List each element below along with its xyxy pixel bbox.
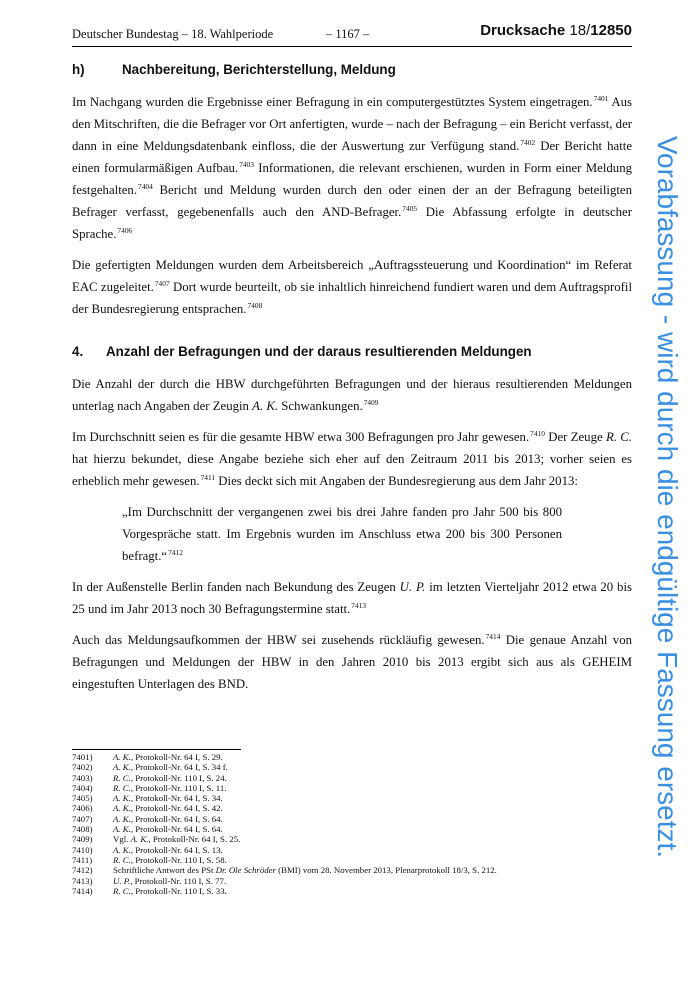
- section-title: Anzahl der Befragungen und der daraus resultierenden Meldungen: [106, 344, 532, 359]
- witness-name: A. K.: [130, 834, 149, 845]
- section-heading-4: [72, 340, 632, 364]
- text-span: , Protokoll-Nr. 110 I, S. 24.: [130, 772, 227, 783]
- footnote-ref[interactable]: 7405: [402, 204, 418, 213]
- header-parliament: Deutscher Bundestag – 18. Wahlperiode: [72, 27, 274, 41]
- footnote-number: 7407): [72, 813, 93, 824]
- text-span: Dies deckt sich mit Angaben der Bundesregierung aus dem Jahr 2013:: [215, 474, 578, 488]
- footnote-text: [113, 762, 632, 772]
- text-span: , Protokoll-Nr. 64 I, S. 64.: [130, 824, 223, 835]
- footnote: [72, 824, 632, 834]
- watermark-text: Vorabfassung - wird durch die endgültige Fassung ersetzt.: [651, 135, 683, 859]
- footnote-number: 7402): [72, 762, 93, 773]
- text-span: , Protokoll-Nr. 110 I, S. 58.: [130, 854, 227, 865]
- text-span: Aus den Mitschriften, die die Befrager vor Ort anfertigten, wurde – nach der Befragung – ein Bericht verfasst, der dann in eine Meldungsdatenbank einfloss, die der Auswertung zur Verfügung stand.: [72, 95, 633, 153]
- section-number: 4.: [72, 344, 84, 359]
- footnote: [72, 752, 632, 762]
- witness-name: A. K.: [113, 813, 131, 824]
- text-span: Der Bericht hatte einen formularmäßigen Aufbau.: [72, 139, 632, 175]
- paragraph: [72, 254, 632, 320]
- witness-name: R. C.: [113, 854, 131, 865]
- witness-name: U. P.: [399, 580, 426, 594]
- witness-name: A. K.: [113, 752, 131, 762]
- witness-name: R. C.: [113, 782, 131, 793]
- footnote-number: 7405): [72, 793, 93, 804]
- footnote: [72, 773, 632, 783]
- footnote-text: [113, 886, 632, 896]
- footnote-ref[interactable]: 7401: [593, 94, 609, 103]
- footnote-text: [113, 876, 632, 886]
- footnote-number: 7404): [72, 782, 93, 793]
- text-span: Der Zeuge: [544, 430, 606, 444]
- footnote-ref[interactable]: 7404: [138, 182, 153, 191]
- block-quote: [122, 501, 562, 567]
- page-header: [72, 22, 632, 44]
- witness-name: R. C.: [605, 430, 632, 444]
- footnote-ref[interactable]: 7410: [530, 429, 545, 438]
- footnote-rule: [72, 749, 241, 750]
- text-span: Die Abfassung erfolgte in deutscher Sprache.: [72, 205, 632, 241]
- text-span: Im Nachgang wurden die Ergebnisse einer Befragung in ein computergestütztes System eingetragen.: [72, 95, 593, 109]
- witness-name: A. K.: [113, 844, 131, 855]
- footnote-number: 7410): [72, 844, 93, 855]
- text-span: , Protokoll-Nr. 64 I, S. 25.: [148, 834, 241, 845]
- footnote: [72, 803, 632, 813]
- witness-name: A. K.: [113, 824, 131, 835]
- text-span: Vgl.: [113, 834, 131, 845]
- footnote: [72, 793, 632, 803]
- footnote: [72, 886, 632, 896]
- footnote-ref[interactable]: 7402: [520, 138, 536, 147]
- footnotes: [72, 752, 632, 896]
- page-number: – 1167 –: [326, 27, 370, 41]
- section-number: h): [72, 62, 85, 77]
- witness-name: A. K.: [113, 793, 131, 804]
- text-span: In der Außenstelle Berlin fanden nach Bekundung des Zeugen: [72, 580, 400, 594]
- footnote-text: [113, 824, 632, 834]
- paragraph: [72, 576, 632, 620]
- text-span: Die genaue Anzahl von Befragungen und Meldungen der HBW in den Jahren 2010 bis 2013 ergibt sich aus als GEHEIM eingestuften Unterlagen des BND.: [72, 633, 632, 691]
- footnote-number: 7409): [72, 834, 93, 845]
- main-text: [72, 58, 632, 695]
- text-span: , Protokoll-Nr. 64 I, S. 64.: [130, 813, 223, 824]
- footnote-ref[interactable]: 7413: [351, 601, 367, 610]
- footnote-text: [113, 752, 632, 762]
- header-rule: [72, 46, 632, 47]
- text-span: Auch das Meldungsaufkommen der HBW sei zusehends rückläufig gewesen.: [72, 633, 485, 647]
- text-span: , Protokoll-Nr. 110 I, S. 77.: [130, 875, 227, 886]
- paragraph: [72, 629, 632, 695]
- footnote: [72, 762, 632, 772]
- witness-name: A. K.: [252, 399, 279, 413]
- text-span: Informationen, die relevant erschienen, wurden in Form einer Meldung festgehalten.: [72, 161, 632, 197]
- document-number-prefix: 18/: [569, 22, 591, 39]
- footnote-text: [113, 803, 632, 813]
- footnote: [72, 865, 632, 875]
- text-span: , Protokoll-Nr. 64 I, S. 34 f.: [130, 762, 228, 773]
- footnote-ref[interactable]: 7409: [363, 398, 379, 407]
- footnote-text: [113, 845, 632, 855]
- footnote-ref[interactable]: 7408: [247, 301, 263, 310]
- footnote-ref[interactable]: 7414: [485, 632, 501, 641]
- text-span: Schriftliche Antwort des PSt: [113, 865, 216, 876]
- watermark: [646, 134, 687, 860]
- witness-name: A. K.: [113, 803, 131, 814]
- witness-name: R. C.: [113, 772, 131, 783]
- witness-name: U. P.: [113, 875, 131, 886]
- footnote-ref[interactable]: 7403: [239, 160, 254, 169]
- footnote-number: 7414): [72, 885, 93, 896]
- paragraph: [72, 426, 632, 492]
- footnote-text: [113, 773, 632, 783]
- witness-name: A. K.: [113, 762, 131, 773]
- text-span: Im Durchschnitt seien es für die gesamte HBW etwa 300 Befragungen pro Jahr gewesen.: [72, 430, 530, 444]
- paragraph: [72, 373, 632, 417]
- footnote-ref[interactable]: 7411: [200, 473, 216, 482]
- document-number: [480, 22, 632, 39]
- section-heading-h: [72, 58, 632, 82]
- footnote: [72, 814, 632, 824]
- text-span: , Protokoll-Nr. 64 I, S. 34.: [130, 793, 223, 804]
- footnote-number: 7412): [72, 865, 93, 876]
- footnote-number: 7403): [72, 772, 93, 783]
- footnote: [72, 845, 632, 855]
- text-span: , Protokoll-Nr. 110 I, S. 33.: [130, 885, 227, 896]
- footnote: [72, 876, 632, 886]
- footnote-ref[interactable]: 7412: [168, 548, 183, 557]
- text-span: Schwankungen.: [278, 399, 363, 413]
- footnote-number: 7406): [72, 803, 93, 814]
- footnote-number: 7411): [72, 854, 93, 865]
- footnote-number: 7413): [72, 875, 93, 886]
- footnote-number: 7401): [72, 752, 93, 762]
- text-span: , Protokoll-Nr. 64 I, S. 29.: [130, 752, 223, 762]
- text-span: Dort wurde beurteilt, ob sie inhaltlich hinreichend fundiert waren und dem Auftragsprofil der Bundesregierung entsprachen.: [72, 280, 632, 316]
- footnote-text: [113, 834, 632, 844]
- footnote: [72, 855, 632, 865]
- section-title: Nachbereitung, Berichterstellung, Meldung: [122, 62, 396, 77]
- text-span: , Protokoll-Nr. 64 I, S. 42.: [130, 803, 223, 814]
- text-span: (BMI) vom 28. November 2013, Plenarprotokoll 18/3, S. 212.: [275, 865, 497, 876]
- text-span: im letzten Vierteljahr 2012 etwa 20 bis 25 und im Jahr 2013 noch 30 Befragungstermine statt.: [72, 580, 632, 616]
- quote-text: „Im Durchschnitt der vergangenen zwei bis drei Jahre fanden pro Jahr 500 bis 800 Vorgespräche statt. Im Ergebnis wurden im Anschluss etwa 200 bis 300 Personen befragt.“: [122, 505, 562, 563]
- text-span: , Protokoll-Nr. 110 I, S. 11.: [130, 782, 227, 793]
- text-span: , Protokoll-Nr. 64 I, S. 13.: [130, 844, 223, 855]
- footnote-number: 7408): [72, 824, 93, 835]
- text-span: Die gefertigten Meldungen wurden dem Arbeitsbereich „Auftragssteuerung und Koordination“ im Referat EAC zugeleitet.: [72, 258, 632, 294]
- witness-name: R. C.: [113, 885, 131, 896]
- document-number-label: Drucksache: [480, 22, 566, 39]
- document-number-value: 12850: [590, 22, 632, 39]
- paragraph: [72, 91, 632, 245]
- text-span: Bericht und Meldung wurden durch den oder einen der an der Befragung beteiligten Befrager verfasst, gegebenenfalls auch den AND-Befrager.: [72, 183, 632, 219]
- footnote: [72, 783, 632, 793]
- text-span: Die Anzahl der durch die HBW durchgeführten Befragungen und der hieraus resultierenden Meldungen unterlag nach Angaben der Zeugin: [72, 377, 632, 413]
- footnote-text: [113, 855, 632, 865]
- footnote-text: [113, 783, 632, 793]
- footnote-text: [113, 793, 632, 803]
- footnote: [72, 834, 632, 844]
- footnote-text: [113, 814, 632, 824]
- footnote-ref[interactable]: 7407: [154, 279, 170, 288]
- witness-name: Dr. Ole Schröder: [215, 865, 276, 876]
- footnote-ref[interactable]: 7406: [117, 226, 133, 235]
- footnote-text: [113, 865, 632, 875]
- text-span: hat hierzu bekundet, diese Angabe beziehe sich eher auf den Zeitraum 2011 bis 2013; vorher seien es erheblich mehr gewesen.: [72, 452, 632, 488]
